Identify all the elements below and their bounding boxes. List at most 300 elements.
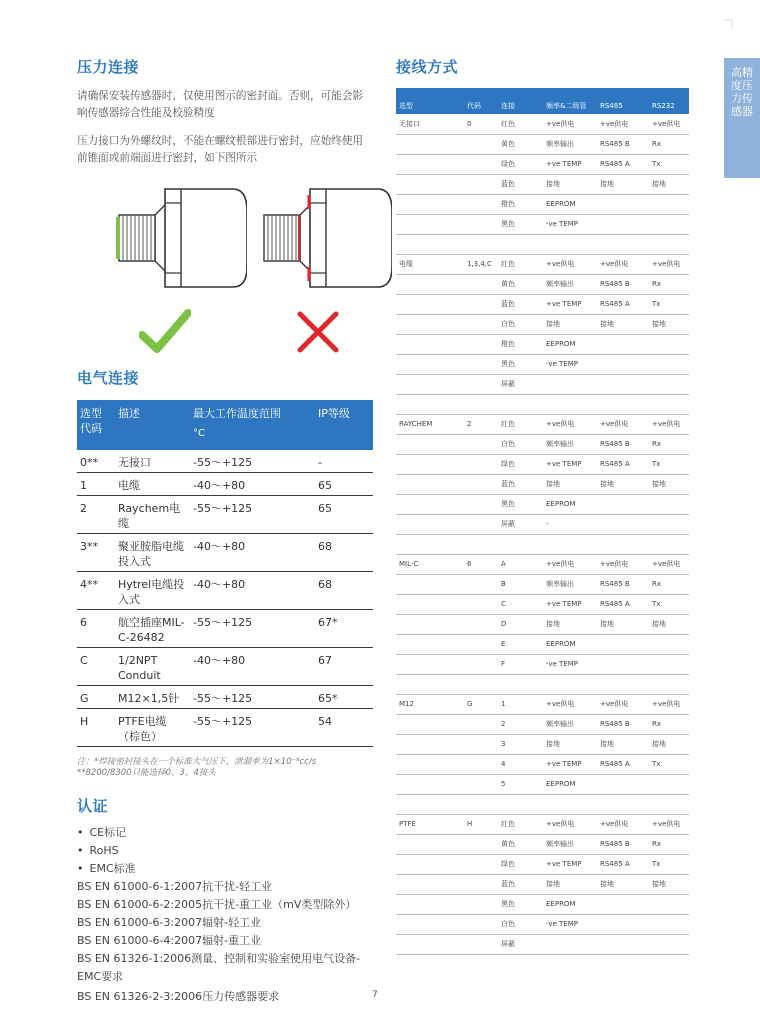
wiring-cell-type [396, 634, 464, 654]
wiring-table-row [396, 214, 689, 234]
wiring-header-type: 选型 [396, 88, 464, 114]
wiring-cell-freq: +ve供电 [543, 414, 597, 434]
electrical-cell-code: 1 [77, 473, 115, 496]
page-number: 7 [372, 990, 378, 1000]
wiring-cell-rs232: +ve供电 [649, 554, 689, 574]
wiring-table-row [396, 934, 689, 954]
wiring-cell-type: M12 [396, 694, 464, 714]
wiring-cell-rs232 [649, 634, 689, 654]
wiring-cell-rs232 [649, 494, 689, 514]
wiring-cell-rs232: Rx [649, 574, 689, 594]
wiring-cell-code [464, 894, 498, 914]
wiring-table-row [396, 354, 689, 374]
wiring-cell-rs485: 接地 [597, 174, 649, 194]
wiring-cell-conn: 橙色 [498, 194, 543, 214]
wiring-cell-type [396, 194, 464, 214]
electrical-table-row [77, 450, 373, 473]
wiring-cell-freq: 频率输出 [543, 834, 597, 854]
wiring-cell-rs232: Tx [649, 294, 689, 314]
wiring-cell-rs232 [649, 674, 689, 694]
wiring-header-rs485: RS485 [597, 88, 649, 114]
side-category-tab [724, 58, 760, 178]
wiring-cell-type: RAYCHEM [396, 414, 464, 434]
wiring-cell-freq: 频率输出 [543, 274, 597, 294]
wiring-table-row [396, 654, 689, 674]
wiring-cell-rs485: 接地 [597, 474, 649, 494]
wiring-cell-rs485: +ve供电 [597, 554, 649, 574]
wiring-cell-rs485 [597, 194, 649, 214]
cert-item: • RoHS [77, 842, 373, 860]
wiring-cell-code [464, 674, 498, 694]
wiring-cell-rs485 [597, 934, 649, 954]
wiring-cell-code [464, 514, 498, 534]
wiring-cell-conn: B [498, 574, 543, 594]
electrical-cell-ip: - [315, 450, 373, 473]
wiring-cell-code: H [464, 814, 498, 834]
wiring-table-row [396, 414, 689, 434]
wiring-cell-rs485: RS485 B [597, 574, 649, 594]
wiring-cell-rs232: +ve供电 [649, 114, 689, 134]
electrical-table-row [77, 534, 373, 572]
wiring-cell-conn: D [498, 614, 543, 634]
wiring-cell-rs232: +ve供电 [649, 694, 689, 714]
wiring-table-row [396, 694, 689, 714]
wiring-cell-rs232 [649, 214, 689, 234]
standard-line: BS EN 61000-6-1:2007抗干扰-轻工业 [77, 880, 273, 893]
wiring-cell-rs232 [649, 514, 689, 534]
wiring-cell-code [464, 574, 498, 594]
wiring-cell-freq: 接地 [543, 874, 597, 894]
wiring-cell-type [396, 214, 464, 234]
electrical-cell-desc: 无接口 [115, 450, 190, 473]
wiring-cell-rs485 [597, 534, 649, 554]
standard-line: BS EN 61000-6-2:2005抗干扰-重工业（mV类型除外） [77, 898, 357, 911]
wiring-cell-rs232: +ve供电 [649, 814, 689, 834]
wiring-cell-freq: 接地 [543, 174, 597, 194]
electrical-cell-code: G [77, 686, 115, 709]
wiring-table-row [396, 634, 689, 654]
wiring-cell-code: 2 [464, 414, 498, 434]
wiring-cell-code [464, 214, 498, 234]
wiring-cell-type [396, 494, 464, 514]
wiring-cell-conn: 红色 [498, 114, 543, 134]
wiring-cell-rs485: RS485 B [597, 134, 649, 154]
wiring-table-row [396, 294, 689, 314]
wiring-cell-type [396, 134, 464, 154]
wiring-cell-freq [543, 394, 597, 414]
wiring-cell-rs232: Rx [649, 434, 689, 454]
wiring-cell-code [464, 374, 498, 394]
wiring-table-row [396, 614, 689, 634]
wiring-cell-rs232: Tx [649, 594, 689, 614]
electrical-table-row [77, 473, 373, 496]
wiring-cell-conn: 红色 [498, 414, 543, 434]
electrical-note-2: **8200/8300只能选择0、3、4接头 [77, 768, 216, 778]
wiring-cell-conn: 黄色 [498, 134, 543, 154]
wiring-cell-rs232: Rx [649, 714, 689, 734]
wiring-cell-rs232 [649, 334, 689, 354]
wiring-cell-code [464, 234, 498, 254]
wiring-cell-code [464, 594, 498, 614]
wiring-cell-freq [543, 674, 597, 694]
wiring-cell-conn [498, 234, 543, 254]
wiring-cell-rs232: 接地 [649, 734, 689, 754]
wiring-cell-freq: 频率输出 [543, 714, 597, 734]
wiring-cell-conn: 2 [498, 714, 543, 734]
wiring-cell-type [396, 734, 464, 754]
wiring-cell-freq: 频率输出 [543, 434, 597, 454]
wiring-cell-conn: E [498, 634, 543, 654]
wiring-cell-conn: 白色 [498, 914, 543, 934]
cert-item: • EMC标准 [77, 860, 373, 878]
wiring-cell-freq: EEPROM [543, 774, 597, 794]
wiring-cell-type [396, 374, 464, 394]
check-icon [139, 309, 191, 355]
wiring-table-row [396, 914, 689, 934]
wiring-cell-rs232: Tx [649, 854, 689, 874]
wiring-table-row [396, 134, 689, 154]
wiring-cell-freq: +ve供电 [543, 554, 597, 574]
wiring-cell-code [464, 314, 498, 334]
wiring-cell-conn: F [498, 654, 543, 674]
wiring-cell-code [464, 134, 498, 154]
wiring-cell-type [396, 894, 464, 914]
wiring-cell-rs485: 接地 [597, 314, 649, 334]
wiring-table-row [396, 474, 689, 494]
wiring-cell-code [464, 714, 498, 734]
wiring-table-row [396, 194, 689, 214]
standard-line-last: BS EN 61326-2-3:2006压力传感器要求 [77, 990, 280, 1003]
electrical-table-row [77, 496, 373, 534]
wiring-cell-freq [543, 374, 597, 394]
standard-line: BS EN 61000-6-4:2007辐射-重工业 [77, 934, 262, 947]
wiring-cell-rs232: 接地 [649, 314, 689, 334]
wiring-cell-type [396, 394, 464, 414]
wiring-cell-freq: - [543, 514, 597, 534]
wiring-cell-rs232: Rx [649, 134, 689, 154]
wiring-cell-rs232 [649, 794, 689, 814]
wiring-cell-freq: +ve供电 [543, 114, 597, 134]
wiring-cell-conn: 蓝色 [498, 174, 543, 194]
wiring-cell-conn: 屏蔽 [498, 514, 543, 534]
cross-icon [295, 309, 341, 355]
header-code: 选型代码 [77, 400, 115, 450]
wiring-table [396, 88, 689, 955]
wiring-cell-freq: 频率输出 [543, 134, 597, 154]
wiring-cell-rs232 [649, 354, 689, 374]
electrical-cell-temp: -55～+125 [190, 450, 315, 473]
wiring-cell-rs485 [597, 794, 649, 814]
wiring-table-row [396, 154, 689, 174]
wiring-cell-rs485: RS485 B [597, 714, 649, 734]
wiring-cell-freq: EEPROM [543, 334, 597, 354]
correct-seal-drawing [107, 181, 247, 307]
electrical-cell-desc: Raychem电缆 [115, 496, 190, 534]
wiring-table-row [396, 734, 689, 754]
electrical-cell-desc: 1/2NPT Conduit [115, 648, 190, 686]
wiring-cell-type [396, 274, 464, 294]
wiring-cell-freq: 接地 [543, 314, 597, 334]
wiring-cell-code [464, 174, 498, 194]
wiring-cell-rs485: +ve供电 [597, 414, 649, 434]
wiring-cell-rs485: RS485 A [597, 154, 649, 174]
wiring-cell-type [396, 334, 464, 354]
wiring-cell-code [464, 294, 498, 314]
electrical-cell-temp: -40～+80 [190, 648, 315, 686]
wiring-cell-conn: C [498, 594, 543, 614]
electrical-cell-code: 3** [77, 534, 115, 572]
electrical-cell-desc: Hytrel电缆投入式 [115, 572, 190, 610]
wiring-table-spacer-row [396, 674, 689, 694]
electrical-cell-temp: -55～+125 [190, 610, 315, 648]
standard-line: BS EN 61326-1:2006测量、控制和实验室使用电气设备-EMC要求 [77, 952, 361, 983]
wiring-cell-freq [543, 234, 597, 254]
wiring-cell-rs232: +ve供电 [649, 414, 689, 434]
wiring-table-header [396, 88, 689, 114]
wiring-cell-freq: +ve TEMP [543, 754, 597, 774]
electrical-table-row [77, 686, 373, 709]
electrical-cell-desc: 航空插座MIL-C-26482 [115, 610, 190, 648]
electrical-table-row [77, 648, 373, 686]
electrical-cell-ip: 54 [315, 709, 373, 747]
wiring-cell-rs485: RS485 B [597, 834, 649, 854]
wiring-cell-code [464, 794, 498, 814]
wiring-table-row [396, 814, 689, 834]
wiring-cell-rs232: Rx [649, 834, 689, 854]
wiring-cell-type [396, 514, 464, 534]
wiring-cell-rs485: RS485 A [597, 754, 649, 774]
wiring-cell-freq: EEPROM [543, 494, 597, 514]
wiring-table-row [396, 834, 689, 854]
wiring-cell-rs485: 接地 [597, 614, 649, 634]
wiring-cell-rs232 [649, 234, 689, 254]
corner-decoration-icon [722, 18, 742, 34]
electrical-cell-desc: 电缆 [115, 473, 190, 496]
certification-list [77, 824, 373, 878]
electrical-note-1: 注：*焊接密封接头在一个标准大气压下，泄漏率为1×10⁻⁸cc/s [77, 757, 317, 767]
wiring-cell-type [396, 614, 464, 634]
wiring-cell-rs232 [649, 654, 689, 674]
wiring-table-row [396, 114, 689, 134]
wiring-cell-conn: 屏蔽 [498, 374, 543, 394]
wiring-table-row [396, 594, 689, 614]
wiring-cell-rs485: +ve供电 [597, 254, 649, 274]
right-column [396, 56, 689, 955]
wiring-cell-conn [498, 794, 543, 814]
electrical-table-row [77, 709, 373, 747]
electrical-cell-temp: -40～+80 [190, 572, 315, 610]
wiring-cell-rs232 [649, 894, 689, 914]
electrical-cell-ip: 65* [315, 686, 373, 709]
electrical-cell-temp: -55～+125 [190, 709, 315, 747]
wiring-cell-code [464, 334, 498, 354]
wiring-table-row [396, 274, 689, 294]
electrical-cell-ip: 68 [315, 572, 373, 610]
wiring-cell-rs232: +ve供电 [649, 254, 689, 274]
wiring-cell-conn: 3 [498, 734, 543, 754]
electrical-cell-temp: -40～+80 [190, 473, 315, 496]
wiring-cell-code [464, 194, 498, 214]
wiring-cell-conn: 蓝色 [498, 874, 543, 894]
wiring-cell-rs485: RS485 A [597, 294, 649, 314]
wiring-cell-code: 0 [464, 114, 498, 134]
wiring-cell-type [396, 914, 464, 934]
electrical-cell-temp: -55～+125 [190, 686, 315, 709]
wiring-cell-conn: 5 [498, 774, 543, 794]
wiring-table-row [396, 334, 689, 354]
wiring-cell-freq [543, 934, 597, 954]
wiring-cell-freq: 频率输出 [543, 574, 597, 594]
wiring-cell-freq: -ve TEMP [543, 354, 597, 374]
wiring-cell-conn: 绿色 [498, 854, 543, 874]
wiring-cell-conn: 屏蔽 [498, 934, 543, 954]
wiring-cell-code [464, 834, 498, 854]
wiring-cell-type [396, 474, 464, 494]
wiring-header-freq: 频率&二级管 [543, 88, 597, 114]
wiring-table-row [396, 774, 689, 794]
wiring-cell-type [396, 774, 464, 794]
wiring-cell-type [396, 174, 464, 194]
electrical-table-header [77, 400, 373, 450]
header-temp-label: 最大工作温度范围 [193, 407, 281, 420]
wiring-table-row [396, 874, 689, 894]
wiring-cell-code [464, 274, 498, 294]
wiring-cell-rs232 [649, 934, 689, 954]
wiring-cell-freq: +ve TEMP [543, 854, 597, 874]
electrical-cell-ip: 68 [315, 534, 373, 572]
wiring-cell-code [464, 934, 498, 954]
wiring-cell-code: G [464, 694, 498, 714]
wiring-cell-type [396, 294, 464, 314]
electrical-cell-ip: 67* [315, 610, 373, 648]
wiring-cell-conn: 蓝色 [498, 474, 543, 494]
wiring-cell-rs232 [649, 394, 689, 414]
wiring-cell-code [464, 354, 498, 374]
wiring-table-row [396, 854, 689, 874]
wiring-cell-rs232 [649, 534, 689, 554]
wiring-cell-type [396, 714, 464, 734]
wiring-header-code: 代码 [464, 88, 498, 114]
wiring-cell-code [464, 854, 498, 874]
wiring-cell-rs485 [597, 634, 649, 654]
wiring-cell-code [464, 534, 498, 554]
wiring-cell-type [396, 794, 464, 814]
wiring-cell-code [464, 734, 498, 754]
left-column [77, 56, 373, 1006]
electrical-cell-desc: M12×1,5针 [115, 686, 190, 709]
wiring-cell-type [396, 754, 464, 774]
wiring-cell-freq: +ve供电 [543, 694, 597, 714]
wiring-cell-rs232 [649, 774, 689, 794]
electrical-cell-code: 0** [77, 450, 115, 473]
wiring-cell-rs232: 接地 [649, 474, 689, 494]
wiring-header-rs232: RS232 [649, 88, 689, 114]
wiring-cell-code [464, 434, 498, 454]
wiring-cell-rs485 [597, 354, 649, 374]
wiring-cell-rs485 [597, 914, 649, 934]
wiring-cell-conn: A [498, 554, 543, 574]
wiring-cell-freq: EEPROM [543, 194, 597, 214]
wiring-cell-rs485: +ve供电 [597, 814, 649, 834]
wiring-cell-rs232: 接地 [649, 874, 689, 894]
wiring-cell-code [464, 754, 498, 774]
electrical-cell-temp: -40～+80 [190, 534, 315, 572]
wiring-cell-code [464, 154, 498, 174]
electrical-table-row [77, 610, 373, 648]
wiring-cell-type: 电缆 [396, 254, 464, 274]
wiring-cell-conn: 黑色 [498, 494, 543, 514]
wiring-cell-type [396, 314, 464, 334]
wiring-cell-freq [543, 794, 597, 814]
wiring-cell-code [464, 614, 498, 634]
wiring-cell-freq: +ve TEMP [543, 294, 597, 314]
sealing-illustrations [77, 181, 373, 307]
electrical-cell-code: 2 [77, 496, 115, 534]
wiring-cell-code: 6 [464, 554, 498, 574]
wiring-cell-freq: +ve供电 [543, 814, 597, 834]
wiring-cell-type [396, 594, 464, 614]
wiring-table-row [396, 374, 689, 394]
wiring-table-spacer-row [396, 534, 689, 554]
wiring-cell-rs485 [597, 774, 649, 794]
wiring-cell-code [464, 914, 498, 934]
wiring-cell-type [396, 654, 464, 674]
wiring-cell-rs485: +ve供电 [597, 694, 649, 714]
wiring-table-row [396, 434, 689, 454]
wiring-cell-rs232 [649, 374, 689, 394]
wiring-cell-conn: 绿色 [498, 154, 543, 174]
wiring-cell-type [396, 874, 464, 894]
wiring-table-spacer-row [396, 794, 689, 814]
pressure-para-1: 请确保安装传感器时，仅使用图示的密封面。否则，可能会影响传感器综合性能及校验精度 [77, 90, 364, 119]
wiring-table-row [396, 514, 689, 534]
wiring-cell-rs485: +ve供电 [597, 114, 649, 134]
electrical-cell-ip: 67 [315, 648, 373, 686]
wiring-cell-freq: +ve供电 [543, 254, 597, 274]
wiring-cell-rs485: RS485 A [597, 594, 649, 614]
wiring-cell-rs485: RS485 A [597, 454, 649, 474]
wiring-cell-type: PTFE [396, 814, 464, 834]
pressure-para-2: 压力接口为外螺纹时，不能在螺纹根部进行密封，应始终使用前锥面或前端面进行密封，如下图所示 [77, 135, 364, 164]
standard-line: BS EN 61000-6-3:2007辐射-轻工业 [77, 916, 262, 929]
wiring-table-spacer-row [396, 394, 689, 414]
wiring-cell-freq: 接地 [543, 734, 597, 754]
wiring-cell-rs485 [597, 394, 649, 414]
wiring-cell-rs485 [597, 894, 649, 914]
wiring-header-conn: 连接 [498, 88, 543, 114]
wiring-cell-type [396, 534, 464, 554]
wiring-cell-code [464, 654, 498, 674]
header-ip: IP等级 [315, 400, 373, 450]
wiring-cell-rs485: RS485 A [597, 854, 649, 874]
wiring-cell-rs232: Tx [649, 454, 689, 474]
wiring-cell-freq: 接地 [543, 474, 597, 494]
wiring-cell-conn: 红色 [498, 814, 543, 834]
header-temp-unit: °C [193, 428, 205, 439]
wiring-cell-conn [498, 394, 543, 414]
electrical-cell-desc: PTFE电缆（棕色） [115, 709, 190, 747]
wiring-cell-rs232: Rx [649, 274, 689, 294]
wiring-cell-rs232: Tx [649, 754, 689, 774]
wiring-cell-rs232 [649, 914, 689, 934]
electrical-cell-code: C [77, 648, 115, 686]
wiring-cell-freq: EEPROM [543, 894, 597, 914]
wiring-table-row [396, 174, 689, 194]
certification-title: 认证 [77, 797, 109, 815]
wiring-cell-type: MIL-C [396, 554, 464, 574]
wiring-cell-rs485 [597, 234, 649, 254]
wiring-cell-rs485: 接地 [597, 734, 649, 754]
